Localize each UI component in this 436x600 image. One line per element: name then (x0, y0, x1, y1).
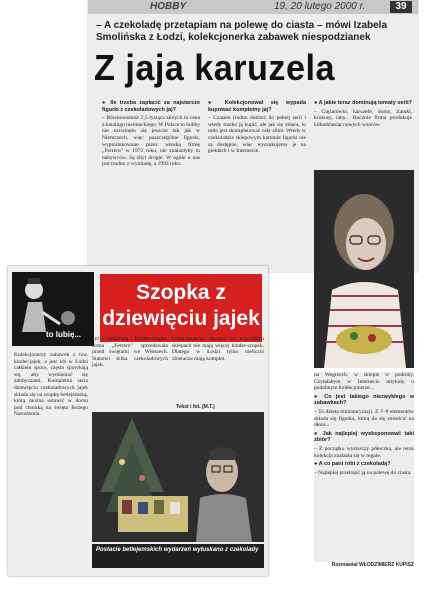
interview-column-4 (314, 372, 414, 562)
answer: – Ciężarówki, karuzele, domy, Zamki, krokusy, laby... Rocznie firma produkuje kilkadziesiąt nowych wzorów. (314, 108, 412, 128)
photo-caption: Postacie betlejemskich wydarzeń wyłuskano z czekolady (92, 544, 264, 568)
interviewer-signoff: Rozmawiał WŁODZIMIERZ KUPISZ (331, 562, 414, 568)
question: ● Ile trzeba zapłacić za najstarsze figurki z czekoladowych jaj? (102, 100, 200, 113)
answer: – Czasem trudno dotrzeć do pełnej serii i wtedy trzeba ją kupić, ale jak się zbiera, to miło jest skompletować cały zbiór. Wtedy w czekoladzie sklepowym kartonie figurki nie są dostępne, więc wyszukujemy je na giełdach i w Internecie. (208, 115, 306, 155)
answer: na Wegrzech, w sklepie w podróży. Czytałabym w Internecie artykuły o podobnym kolekcjonerze... (314, 372, 414, 392)
story-column-3: kolekcjonerów, niestety we wszystkich sklepach nie mają więcej kinder-szopek. Dlatego w Łodzi tylko nieliczni zbieracze mają komplet. (172, 336, 264, 362)
question: ● Kolekcjonował się wypada kupować kompletny jaj? (208, 100, 306, 113)
section-label: HOBBY (150, 1, 187, 12)
story-column-2: żyć z czekoladą... Kinder-szopka, firma „Ferrero” sprzedawała przed świętami we Włoszech. Stanowi kilka czekoladowych jajek. (92, 336, 168, 369)
answer: – To dzieła miniaturyzacji. Z 7–8 elementów składa się figurka, którą da się zmieścić na dłoni... (314, 408, 414, 429)
question: ● A jakie teraz dominują tematy serii? (314, 100, 412, 106)
question: ● A co pani robi z czekoladą? (314, 461, 391, 468)
question: ● Jak najlepiej wyeksponować taki zbiór? (314, 430, 414, 444)
lead-paragraph: – A czekoladę przetapiam na polewę do ciasta – mówi Izabela Smolińska z Łodzi, kolekcjonerka zabawek niespodzianek (96, 20, 388, 43)
column-logo (12, 272, 94, 346)
story-column-1: Kolekcjonerzy zabawek z tzw. kinder-jajek, a jest ich w Łodzi całkiem sporo, często spotykają się, aby wymieniać się zdobyczami. Kompletna seria dziewięciu czekoladowych jajek składa się na szopkę betlejemską, którą można ustawić w domu pod choinką na święta Bożego Narodzenia. (14, 352, 88, 418)
page-header-bar (88, 0, 418, 14)
issue-date: 19, 20 lutego 2000 r. (274, 1, 366, 12)
headline: Z jaja karuzela (94, 47, 335, 88)
column-logo-text: to lubię... (46, 330, 82, 339)
nativity-scene-photo (92, 412, 264, 542)
answer: – Równowartość 2,5 tysiąca złotych to cena z katalogu niemieckiego. W Polsce to hobby nie rozwinęło się jeszcze tak jak w Niemczech, więc poszczególne figurki, wyprodukowane przez włoską firmę „Ferrero” w 1972 roku, nie znalazłyby tu nabywców. Są zbyt drogie. W ogóle u nas jest trudno o wymianę, a 1993 roku. (102, 115, 201, 168)
answer: – Z początku wystarczy półeczka, ale teraz kolekcja znalazła się w regale. (314, 445, 414, 459)
collector-portrait-photo (314, 170, 414, 368)
interview-column-3 (314, 100, 412, 166)
page-number: 39 (390, 1, 412, 13)
story-credit: Tekst i fot. (M.T.) (176, 404, 215, 410)
story-title: Szopka z dziewięciu jajek (100, 274, 262, 342)
interview-column-1 (102, 100, 200, 268)
question: ● Co jest takiego niezwykłego w zabawkach? (314, 393, 414, 407)
answer: – Najlepiej przetopić ją na polewę do ciasta. (314, 469, 412, 476)
interview-column-2 (208, 100, 306, 268)
article-clipping-secondary (8, 266, 268, 576)
